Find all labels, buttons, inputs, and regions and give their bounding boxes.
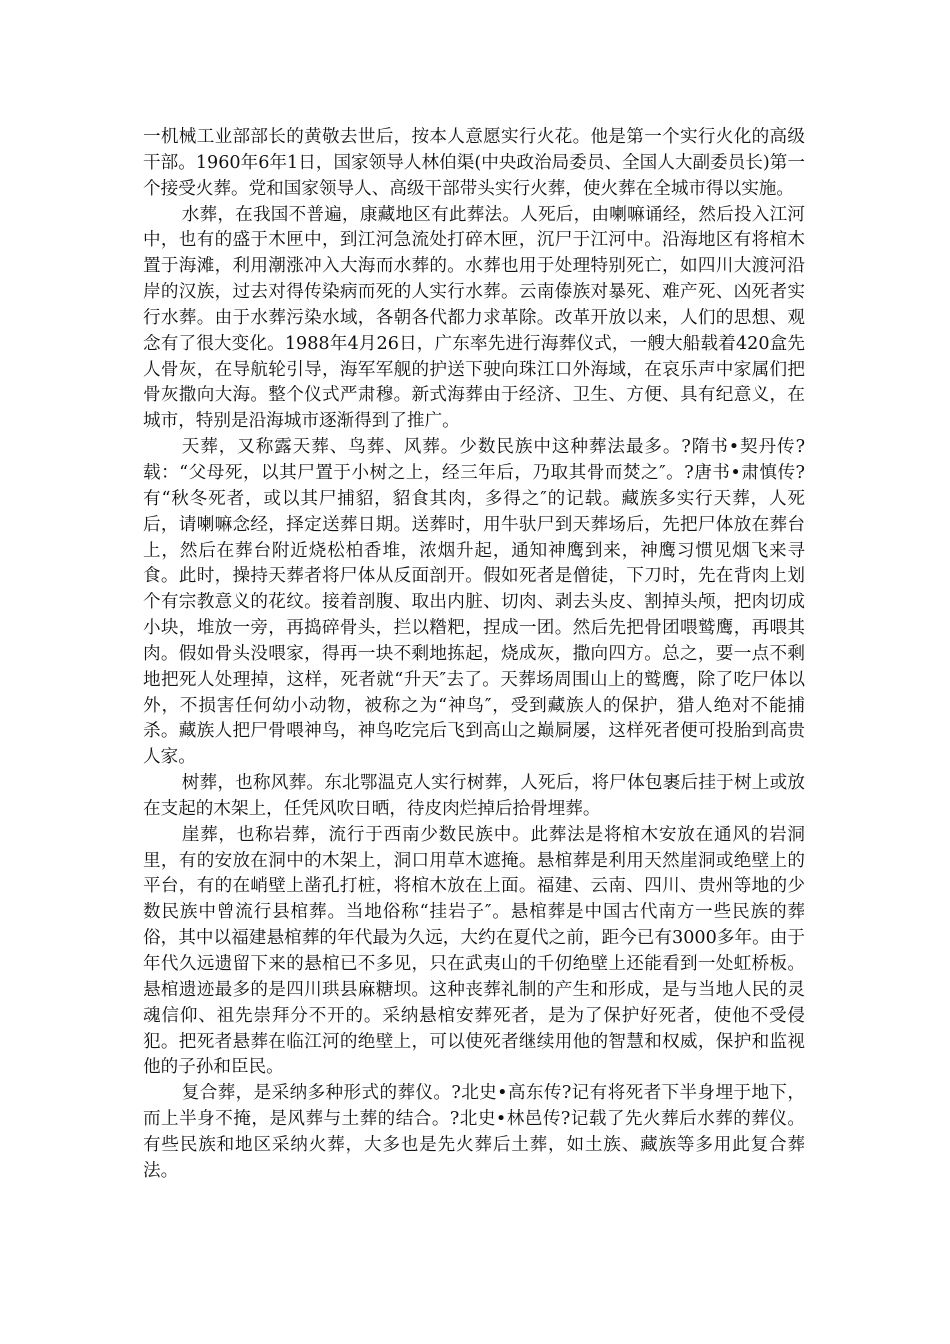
paragraph-tree-burial: 树葬，也称风葬。东北鄂温克人实行树葬，人死后，将尸体包裹后挂于树上或放在支起的木架上，任凭风吹日晒，待皮肉烂掉后拾骨埋葬。 xyxy=(143,773,805,819)
paragraph-cliff-burial: 崖葬，也称岩葬，流行于西南少数民族中。此葬法是将棺木安放在通风的岩洞里，有的安放在洞中的木架上，洞口用草木遮掩。悬棺葬是利用天然崖洞或绝壁上的平台，有的在峭壁上凿孔打桩，将棺木放在上面。福建、云南、四川、贵州等地的少数民族中曾流行县棺葬。当地俗称“挂岩子″。悬棺葬是中国古代南方一些民族的葬俗，其中以福建悬棺葬的年代最为久远，大约在夏代之前，距今已有3000多年。由于年代久远遗留下来的悬棺已不多见，只在武夷山的千仞绝壁上还能看到一处虹桥板。悬棺遗迹最多的是四川珙县麻糖坝。这种丧葬礼制的产生和形成，是与当地人民的灵魂信仰、祖先崇拜分不开的。采纳悬棺安葬死者，是为了保护好死者，使他不受侵犯。把死者悬葬在临江河的绝壁上，可以使死者继续用他的智慧和权威，保护和监视他的子孙和臣民。 xyxy=(143,824,805,1078)
paragraph-cremation-continued: 一机械工业部部长的黄敬去世后，按本人意愿实行火花。他是第一个实行火化的高级干部。1960年6年1日，国家领导人林伯渠(中央政治局委员、全国人大副委员长)第一个接受火葬。党和国家领导人、高级干部带头实行火葬，使火葬在全城市得以实施。 xyxy=(143,127,805,199)
paragraph-sky-burial: 天葬，又称露天葬、鸟葬、风葬。少数民族中这种葬法最多。?隋书•契丹传?载：“父母死，以其尸置于小树之上，经三年后，乃取其骨而焚之″。?唐书•肃慎传?有“秋冬死者，或以其尸捕貂，貂食其肉，多得之″的记载。藏族多实行天葬，人死后，请喇嘛念经，择定送葬日期。送葬时，用牛驮尸到天葬场后，先把尸体放在葬台上，然后在葬台附近烧松柏香堆，浓烟升起，通知神鹰到来，神鹰习惯见烟飞来寻食。此时，操持天葬者将尸体从反面剖开。假如死者是僧徒，下刀时，先在背肉上划个有宗教意义的花纹。接着剖腹、取出内脏、切肉、剥去头皮、割掉头颅，把肉切成小块，堆放一旁，再捣碎骨头，拦以糌粑，捏成一团。然后先把骨团喂鹫鹰，再喂其肉。假如骨头没喂家，得再一块不剩地拣起，烧成灰，撒向四方。总之，要一点不剩地把死人处理掉，这样，死者就“升天″去了。天葬场周围山上的鹫鹰，除了吃尸体以外，不损害任何幼小动物，被称之为“神鸟″，受到藏族人的保护，猎人绝对不能捕杀。藏族人把尸骨喂神鸟，神鸟吃完后飞到高山之巅屙屡，这样死者便可投胎到高贵人家。 xyxy=(143,437,805,768)
paragraph-composite-burial: 复合葬，是采纳多种形式的葬仪。?北史•高东传?记有将死者下半身埋于地下，而上半身不掩，是风葬与土葬的结合。?北史•林邑传?记载了先火葬后水葬的葬仪。有些民族和地区采纳火葬，大多也是先火葬后土葬，如土族、藏族等多用此复合葬法。 xyxy=(143,1083,805,1181)
paragraph-water-burial: 水葬，在我国不普遍，康藏地区有此葬法。人死后，由喇嘛诵经，然后投入江河中，也有的盛于木匣中，到江河急流处打碎木匣，沉尸于江河中。沿海地区有将棺木置于海滩，利用潮涨冲入大海而水葬的。水葬也用于处理特别死亡，如四川大渡河沿岸的汉族，过去对得传染病而死的人实行水葬。云南傣族对暴死、难产死、凶死者实行水葬。由于水葬污染水域，各朝各代都力求革除。改革开放以来，人们的思想、观念有了很大变化。1988年4月26日，广东率先进行海葬仪式，一艘大船载着420盒先人骨灰，在导航轮引导，海军军舰的护送下驶向珠江口外海域，在哀乐声中家属们把骨灰撒向大海。整个仪式严肃穆。新式海葬由于经济、卫生、方便、具有纪意义，在城市，特别是沿海城市逐渐得到了推广。 xyxy=(143,204,805,432)
document-body xyxy=(143,125,805,1185)
